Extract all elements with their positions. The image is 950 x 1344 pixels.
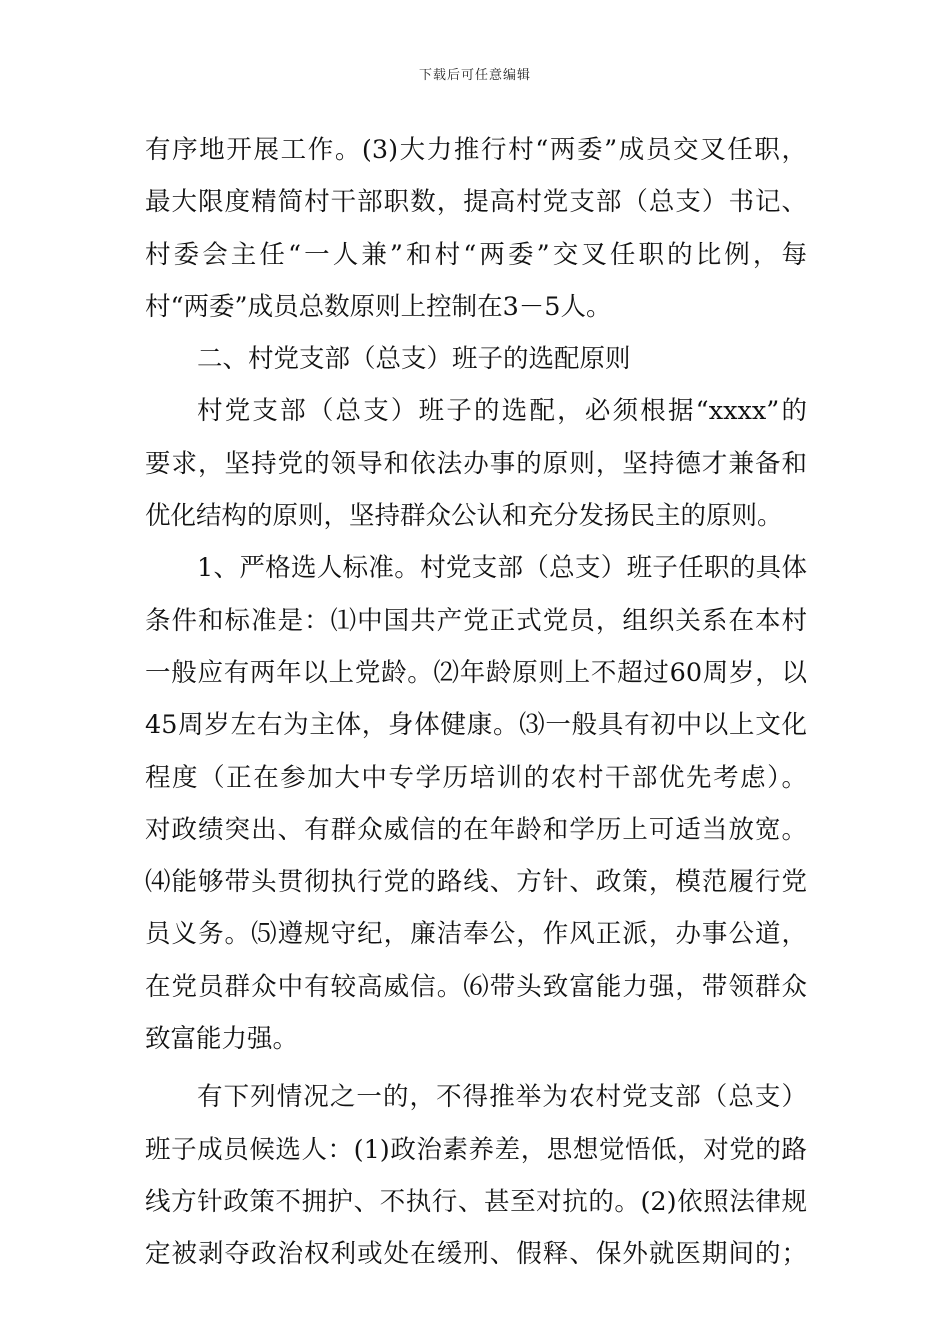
text-line: ⑷能够带头贯彻执行党的路线、方针、政策，模范履行党: [145, 867, 807, 898]
text-line: 线方针政策不拥护、不执行、甚至对抗的。(2)依照法律规: [145, 1186, 807, 1217]
text-line: 要求，坚持党的领导和依法办事的原则，坚持德才兼备和: [145, 448, 807, 479]
text-line: 有下列情况之一的，不得推举为农村党支部（总支）: [197, 1082, 807, 1113]
text-line: 优化结构的原则，坚持群众公认和充分发扬民主的原则。: [145, 501, 783, 532]
text-line: 村“两委”成员总数原则上控制在3－5人。: [145, 291, 612, 322]
text-line: 45周岁左右为主体，身体健康。⑶一般具有初中以上文化: [145, 710, 807, 741]
text-line: 有序地开展工作。(3)大力推行村“两委”成员交叉任职，: [145, 135, 807, 165]
text-line: 1、严格选人标准。村党支部（总支）班子任职的具体: [197, 553, 807, 584]
text-line: 定被剥夺政治权利或处在缓刑、假释、保外就医期间的；: [145, 1239, 807, 1270]
text-line: 村党支部（总支）班子的选配，必须根据“xxxx”的: [197, 396, 807, 427]
text-line: 村委会主任“一人兼”和村“两委”交叉任职的比例，每: [145, 239, 807, 270]
document-body: [145, 124, 807, 1281]
text-line: 致富能力强。: [145, 1024, 299, 1055]
page-header: 下载后可任意编辑: [418, 68, 531, 83]
text-line: 班子成员候选人：(1)政治素养差，思想觉悟低，对党的路: [145, 1134, 807, 1165]
text-line: 最大限度精简村干部职数，提高村党支部（总支）书记、: [145, 187, 807, 218]
text-line: 一般应有两年以上党龄。⑵年龄原则上不超过60周岁，以: [145, 657, 807, 688]
text-line: 条件和标准是：⑴中国共产党正式党员，组织关系在本村: [145, 605, 807, 636]
text-line: 员义务。⑸遵规守纪，廉洁奉公，作风正派，办事公道，: [145, 919, 807, 950]
text-line: 二、村党支部（总支）班子的选配原则: [197, 344, 631, 375]
text-line: 对政绩突出、有群众威信的在年龄和学历上可适当放宽。: [145, 814, 807, 845]
text-line: 程度（正在参加大中专学历培训的农村干部优先考虑）。: [145, 762, 807, 793]
text-line: 在党员群众中有较高威信。⑹带头致富能力强，带领群众: [145, 971, 807, 1002]
